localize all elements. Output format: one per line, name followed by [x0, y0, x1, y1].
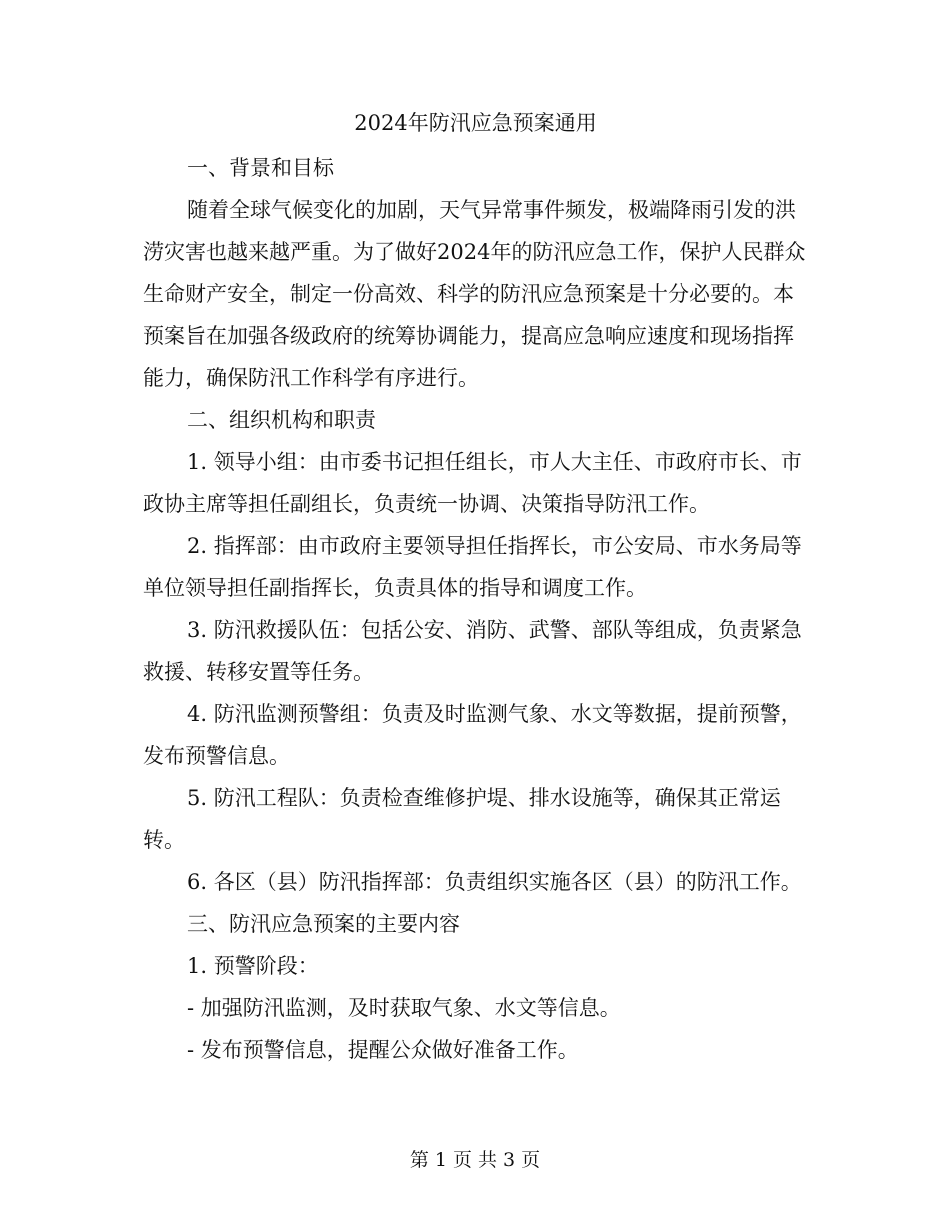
section-heading-main-content: 三、防汛应急预案的主要内容: [187, 912, 460, 936]
background-paragraph: 随着全球气候变化的加剧，天气异常事件频发，极端降雨引发的洪涝灾害也越来越严重。为了做好2024年的防汛应急工作，保护人民群众生命财产安全，制定一份高效、科学的防汛应急预案是十分必要的。本预案旨在加强各级政府的统筹协调能力，提高应急响应速度和现场指挥能力，确保防汛工作科学有序进行。: [143, 198, 806, 390]
list-item-leadership-group: 1. 领导小组：由市委书记担任组长，市人大主任、市政府市长、市政协主席等担任副组长，负责统一协调、决策指导防汛工作。: [143, 450, 802, 516]
document-body: [143, 104, 808, 1071]
section-heading-background: 一、背景和目标: [187, 156, 334, 180]
bullet-item-monitoring: - 加强防汛监测，及时获取气象、水文等信息。: [187, 996, 621, 1020]
list-item-warning-stage: 1. 预警阶段：: [187, 954, 319, 978]
list-item-engineering-team: 5. 防汛工程队：负责检查维修护堤、排水设施等，确保其正常运转。: [143, 786, 781, 852]
list-item-district-command: 6. 各区（县）防汛指挥部：负责组织实施各区（县）的防汛工作。: [187, 870, 802, 894]
list-item-command-center: 2. 指挥部：由市政府主要领导担任指挥长，市公安局、市水务局等单位领导担任副指挥长，负责具体的指导和调度工作。: [143, 534, 802, 600]
list-item-monitoring-group: 4. 防汛监测预警组：负责及时监测气象、水文等数据，提前预警，发布预警信息。: [143, 702, 802, 768]
section-heading-organization: 二、组织机构和职责: [187, 408, 376, 432]
page-number-footer: 第 1 页 共 3 页: [409, 1149, 541, 1171]
list-item-rescue-team: 3. 防汛救援队伍：包括公安、消防、武警、部队等组成，负责紧急救援、转移安置等任务。: [143, 618, 802, 684]
bullet-item-warning-release: - 发布预警信息，提醒公众做好准备工作。: [187, 1038, 579, 1062]
document-title: 2024年防汛应急预案通用: [354, 111, 597, 135]
